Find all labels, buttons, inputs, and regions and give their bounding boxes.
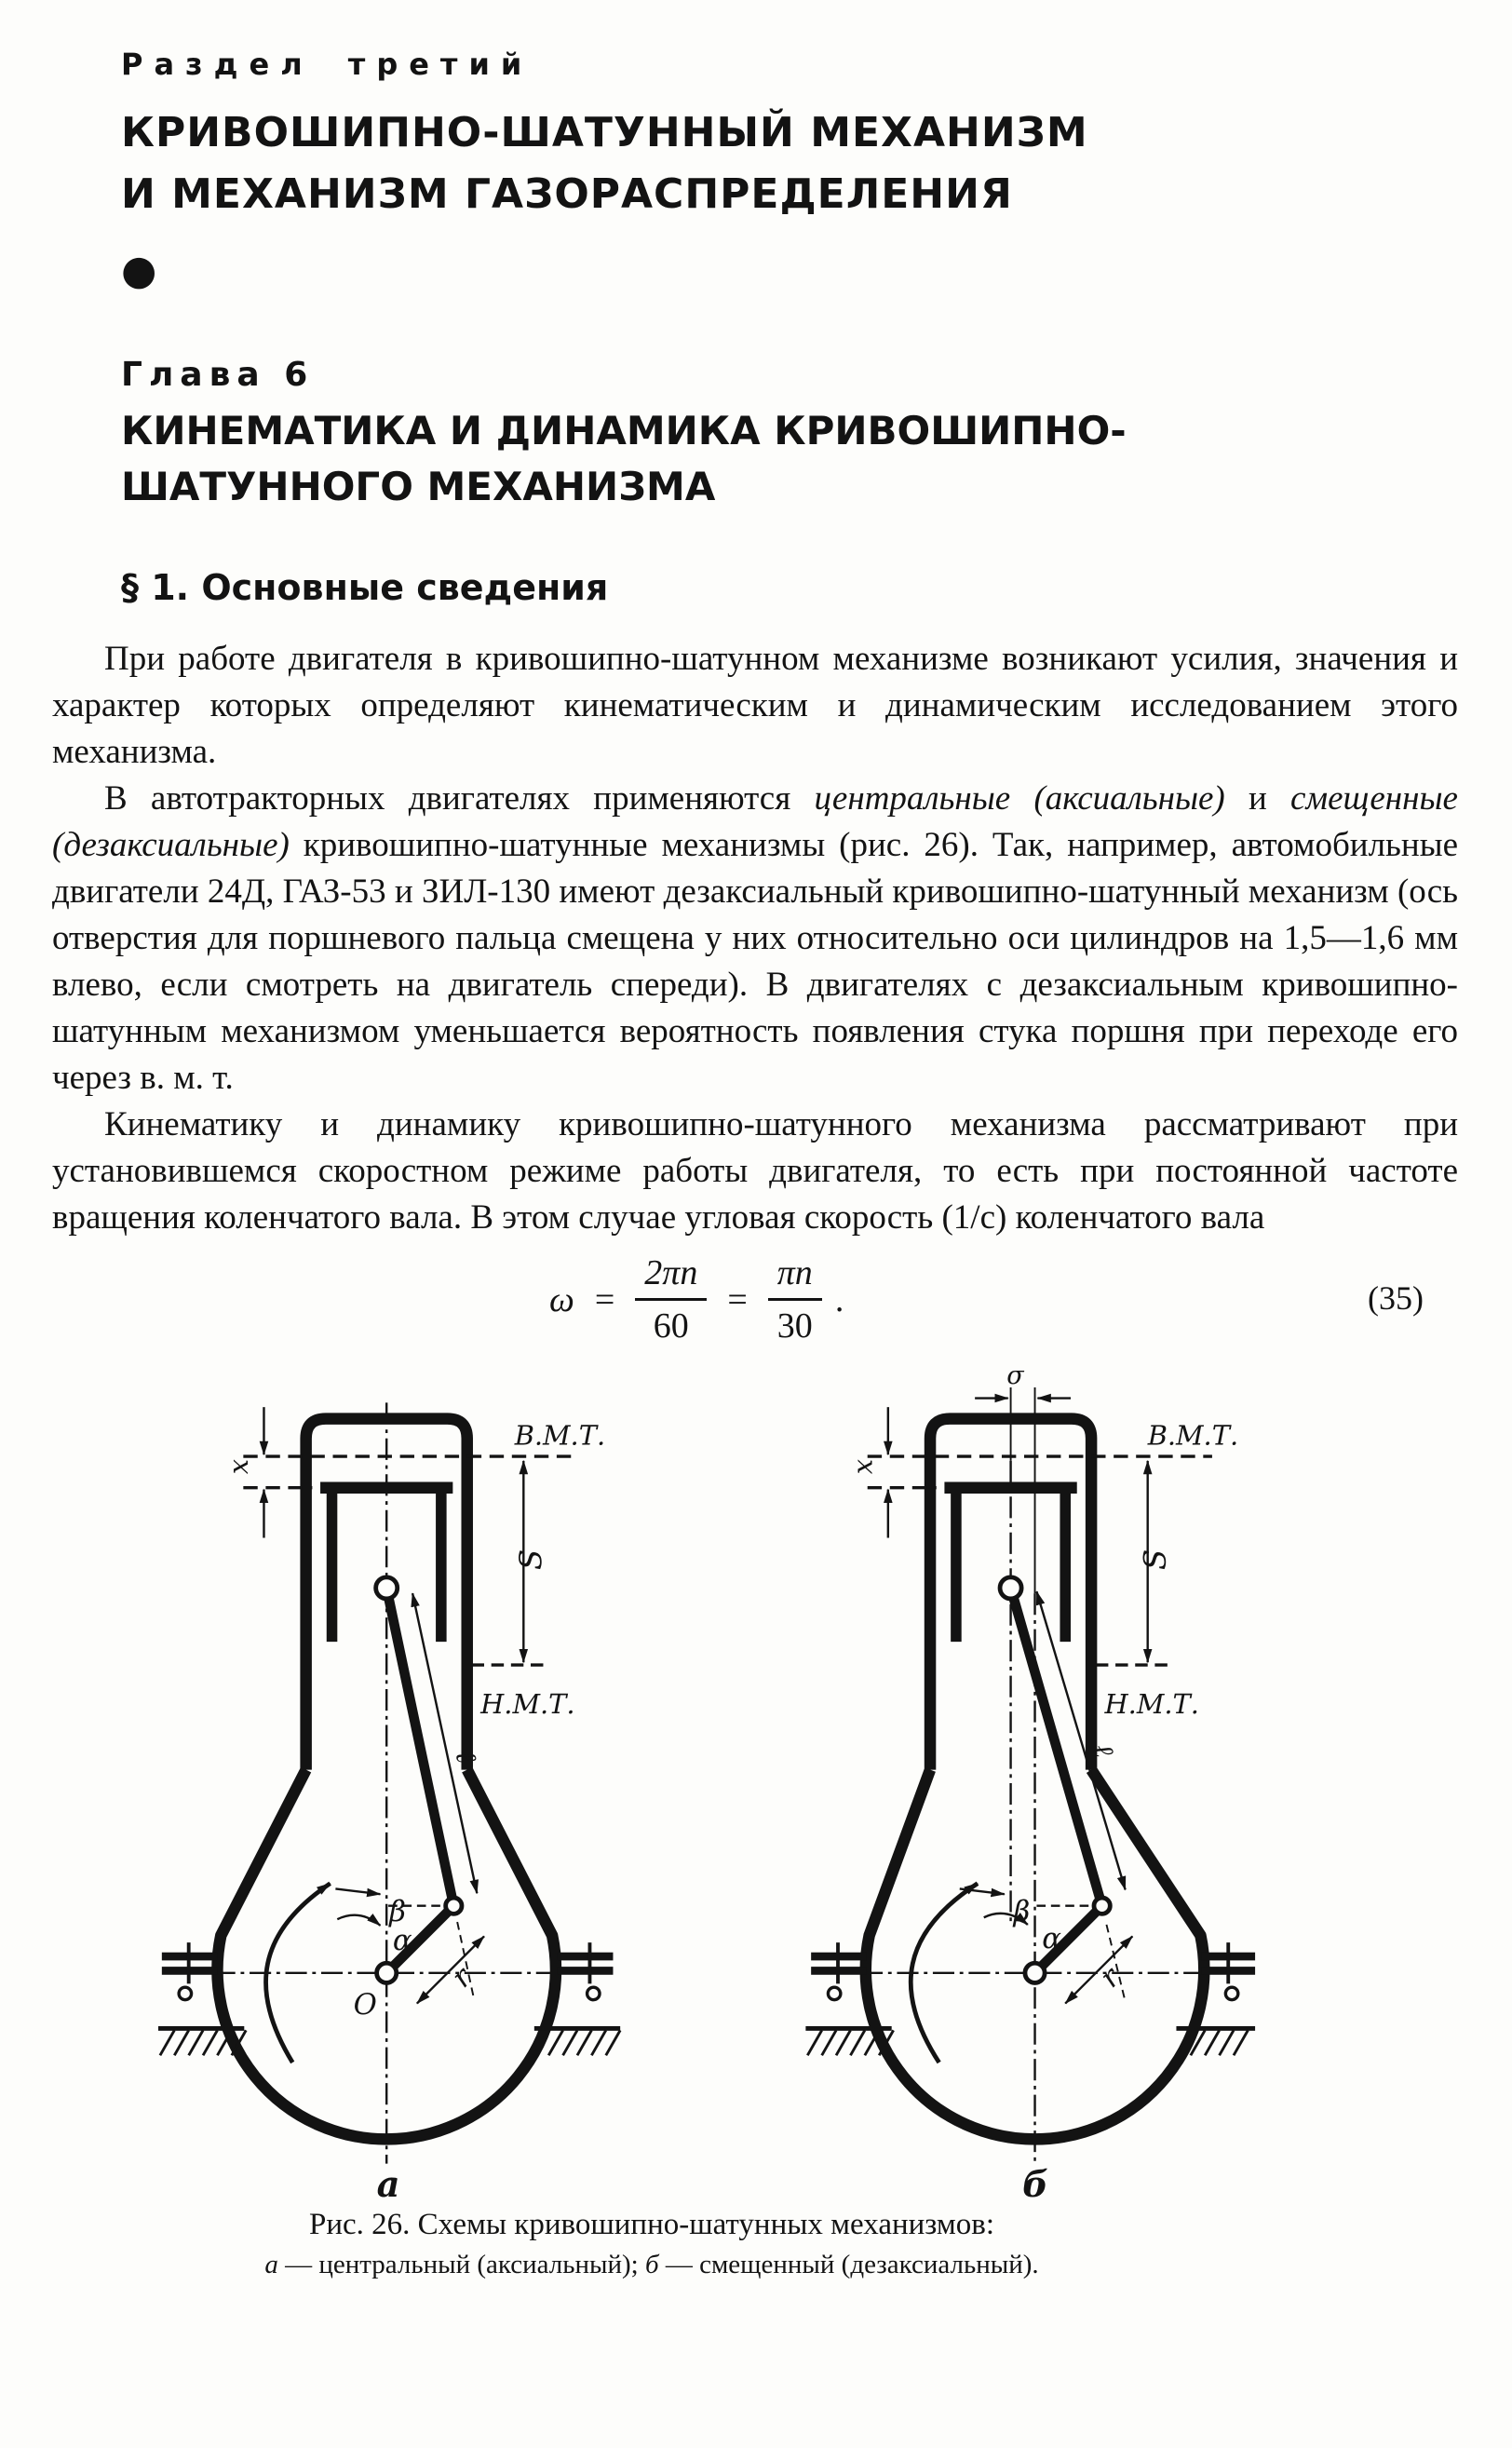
crankshaft-center	[1025, 1963, 1045, 1982]
section-title	[121, 102, 1512, 225]
tdc-label-a: В.М.Т.	[514, 1419, 606, 1452]
crank-pin	[1094, 1898, 1110, 1914]
rod-length-label-a: ℓ	[448, 1747, 484, 1766]
alpha-label-a: α	[392, 1923, 412, 1957]
alpha-label-b: α	[1042, 1921, 1061, 1955]
stroke-label-a: S	[513, 1549, 549, 1571]
section-title-line2: И МЕХАНИЗМ ГАЗОРАСПРЕДЕЛЕНИЯ	[121, 170, 1013, 218]
paragraph-heading: § 1. Основные сведения	[121, 567, 609, 608]
diagram-a-central	[158, 1362, 624, 2204]
p2-segment-2: и	[1224, 779, 1291, 818]
piston-pin	[376, 1577, 398, 1599]
radius-label-b: r	[1093, 1960, 1127, 1995]
clearance-label-b: х	[846, 1459, 879, 1475]
stroke-label-b: S	[1137, 1549, 1173, 1571]
ground-hatching-right	[534, 2030, 620, 2055]
diagram-b-offset	[791, 1362, 1257, 2204]
caption-sub-letter-a: а	[264, 2250, 278, 2279]
caption-main: Рис. 26. Схемы кривошипно-шатунных механизмов:	[309, 2208, 994, 2241]
center-label-a: O	[353, 1988, 377, 2022]
fraction-2	[768, 1252, 822, 1346]
beta-angle-arrow	[335, 1888, 380, 1894]
paragraph-3: Кинематику и динамику кривошипно-шатунного механизма рассматривают при установившемся скоростном режиме работы двигателя, то есть при постоянной частоте вращения коленчатого вала. В этом случае угловая скорость (1/с) коленчатого вала	[52, 1105, 1458, 1237]
beta-label-a: β	[389, 1895, 406, 1929]
radius-label-a: r	[445, 1960, 479, 1995]
figure-caption	[65, 2208, 1238, 2280]
fraction-2-numerator: πn	[768, 1252, 822, 1301]
chapter-title-line1: КИНЕМАТИКА И ДИНАМИКА КРИВОШИПНО-	[121, 408, 1127, 453]
subfigure-label-b: б	[1022, 2164, 1048, 2204]
offset-label-b: σ	[1006, 1362, 1024, 1391]
paragraph-2	[52, 776, 1458, 1102]
equals-sign-2: =	[727, 1279, 748, 1319]
omega-symbol: ω	[549, 1279, 574, 1319]
equation-number: (35)	[1368, 1279, 1424, 1317]
crank-pin	[446, 1898, 462, 1914]
p2-italic-2: смещенные (дезаксиальные)	[52, 779, 1458, 864]
tdc-label-b: В.М.Т.	[1147, 1419, 1239, 1452]
fraction-1	[635, 1252, 707, 1346]
equals-sign-1: =	[594, 1279, 615, 1319]
paragraph-1: При работе двигателя в кривошипно-шатунном механизме возникают усилия, значения и характер которых определяют кинематическим и динамическим исследованием этого механизма.	[52, 640, 1458, 771]
clearance-label-a: х	[223, 1459, 255, 1475]
bdc-label-b: Н.М.Т.	[1104, 1688, 1199, 1720]
bullet-icon: ●	[121, 247, 157, 294]
section-label: Раздел третий	[121, 47, 533, 82]
piston-pin	[1000, 1577, 1021, 1599]
caption-sub-letter-b: б	[644, 2250, 659, 2279]
caption-sub-text-2: — смещенный (дезаксиальный).	[658, 2250, 1039, 2279]
beta-label-b: β	[1013, 1895, 1031, 1929]
section-title-line1: КРИВОШИПНО-ШАТУННЫЙ МЕХАНИЗМ	[121, 109, 1088, 156]
rod-length-label-b: ℓ	[1085, 1739, 1121, 1762]
formula-period: .	[834, 1279, 844, 1319]
fraction-2-denominator: 30	[776, 1306, 813, 1346]
chapter-title	[121, 403, 1512, 515]
alpha-angle-arrow	[337, 1915, 380, 1926]
caption-sub	[65, 2250, 1238, 2280]
bdc-label-a: Н.М.Т.	[480, 1688, 575, 1720]
chapter-label: Глава 6	[121, 356, 315, 394]
equation-35	[549, 1252, 844, 1346]
body-text	[52, 636, 1458, 1241]
crankshaft-center	[377, 1963, 397, 1982]
equation-row	[0, 1245, 1512, 1359]
p2-segment-3: кривошипно-шатунные механизмы (рис. 26). Так, например, автомобильные двигатели 24Д, ГАЗ-53 и ЗИЛ-130 имеют дезаксиальный кривошипно-шатунный механизм (ось отверстия для поршневого пальца смещена у них относительно оси цилиндров на 1,5—1,6 мм влево, если смотреть на двигатель спереди). В двигателях с дезаксиальным кривошипно-шатунным механизмом уменьшается вероятность появления стука поршня при переходе его через в. м. т.	[52, 826, 1458, 1097]
subfigure-label-a: а	[376, 2164, 400, 2204]
p2-italic-1: центральные (аксиальные)	[814, 779, 1225, 818]
fraction-1-denominator: 60	[653, 1306, 689, 1346]
caption-sub-text-1: — центральный (аксиальный);	[277, 2250, 645, 2279]
headings-block	[121, 47, 1512, 608]
figure-26	[0, 1362, 1512, 2204]
fraction-1-numerator: 2πn	[635, 1252, 707, 1301]
chapter-title-line2: ШАТУННОГО МЕХАНИЗМА	[121, 464, 716, 509]
p2-segment-1: В автотракторных двигателях применяются	[104, 779, 815, 818]
